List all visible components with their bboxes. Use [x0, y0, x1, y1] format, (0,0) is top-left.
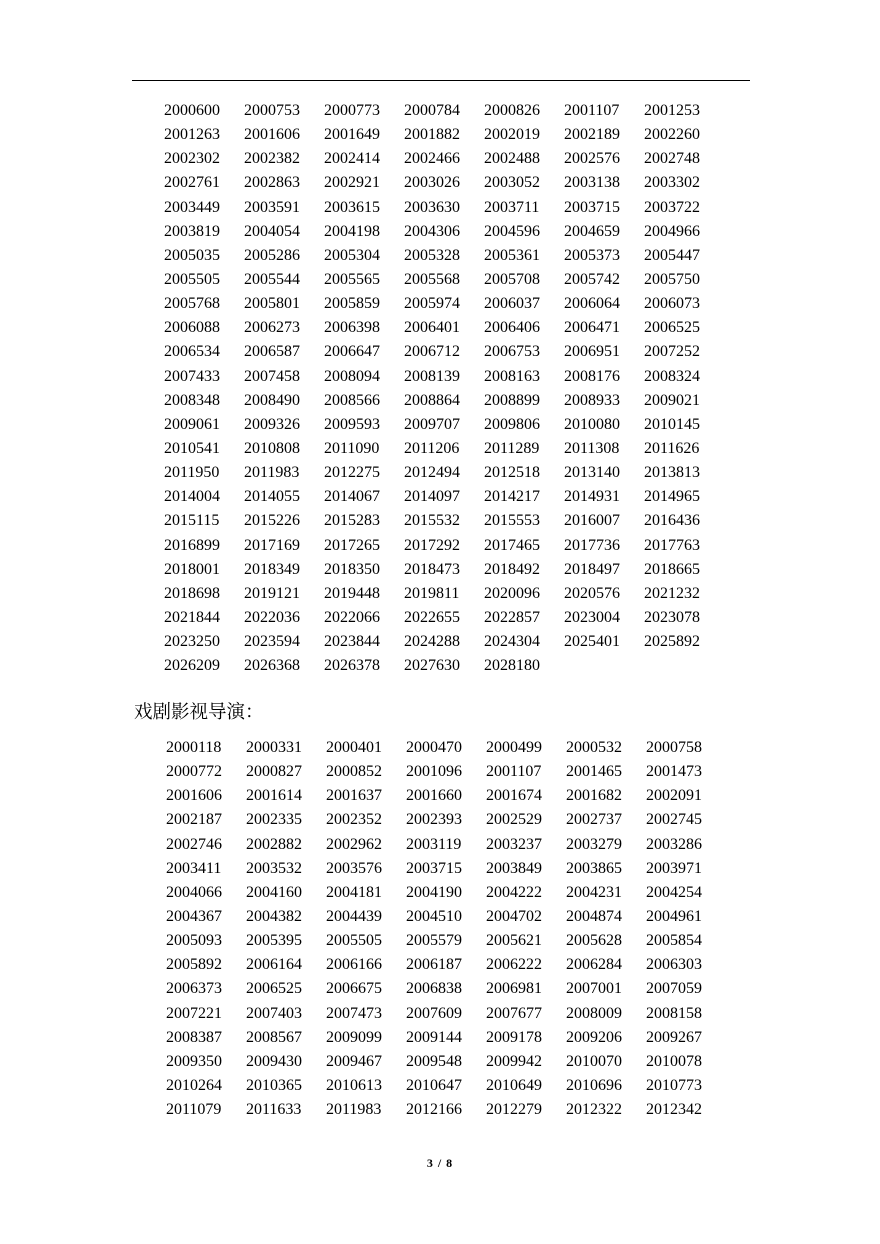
list-item: 2000827 [246, 763, 302, 781]
list-item: 2009942 [486, 1052, 542, 1070]
list-item: 2003449 [164, 198, 220, 216]
list-item: 2006222 [486, 956, 542, 974]
list-item: 2001473 [646, 763, 702, 781]
list-item: 2007433 [164, 367, 220, 385]
list-item: 2014097 [404, 488, 460, 506]
list-item: 2015553 [484, 512, 540, 530]
list-item: 2003615 [324, 198, 380, 216]
list-item: 2009099 [326, 1028, 382, 1046]
list-item: 2014055 [244, 488, 300, 506]
list-item: 2005286 [244, 246, 300, 264]
list-item: 2014217 [484, 488, 540, 506]
list-item: 2010365 [246, 1076, 302, 1094]
list-item: 2004659 [564, 222, 620, 240]
list-item: 2018492 [484, 560, 540, 578]
number-list-2 [166, 736, 726, 1122]
list-item: 2001614 [246, 787, 302, 805]
list-item: 2002382 [244, 150, 300, 168]
list-item: 2005328 [404, 246, 460, 264]
list-item: 2002302 [164, 150, 220, 168]
list-item: 2025401 [564, 633, 620, 651]
list-item: 2011950 [164, 464, 220, 482]
list-item: 2006471 [564, 319, 620, 337]
list-item: 2017265 [324, 536, 380, 554]
list-item: 2003865 [566, 859, 622, 877]
list-item: 2006073 [644, 295, 700, 313]
list-item: 2007252 [644, 343, 700, 361]
list-item: 2005579 [406, 932, 462, 950]
list-item: 2009467 [326, 1052, 382, 1070]
list-item: 2009326 [244, 415, 300, 433]
list-item: 2011626 [644, 439, 700, 457]
list-item: 2004961 [646, 907, 702, 925]
list-item: 2006647 [324, 343, 380, 361]
list-item: 2003630 [404, 198, 460, 216]
list-item: 2001606 [244, 126, 300, 144]
list-item: 2002488 [484, 150, 540, 168]
list-item: 2002748 [644, 150, 700, 168]
list-item: 2023594 [244, 633, 300, 651]
list-item: 2002393 [406, 811, 462, 829]
list-item: 2000470 [406, 739, 462, 756]
list-item: 2004231 [566, 883, 622, 901]
list-item: 2001637 [326, 787, 382, 805]
list-item: 2003715 [564, 198, 620, 216]
list-item: 2010541 [164, 439, 220, 457]
list-item: 2006675 [326, 980, 382, 998]
list-item: 2020096 [484, 584, 540, 602]
list-item: 2002737 [566, 811, 622, 829]
list-item: 2017465 [484, 536, 540, 554]
list-item: 2001263 [164, 126, 220, 144]
list-item: 2001465 [566, 763, 622, 781]
list-item: 2006373 [166, 980, 222, 998]
list-item: 2014004 [164, 488, 220, 506]
list-item: 2016007 [564, 512, 620, 530]
list-item: 2008567 [246, 1028, 302, 1046]
list-item: 2006303 [646, 956, 702, 974]
list-item: 2004054 [244, 222, 300, 240]
list-item: 2009806 [484, 415, 540, 433]
list-item: 2011079 [166, 1101, 222, 1119]
list-item: 2006401 [404, 319, 460, 337]
list-item: 2022036 [244, 608, 300, 626]
list-item: 2028180 [484, 657, 540, 675]
list-item: 2018349 [244, 560, 300, 578]
list-item: 2005974 [404, 295, 460, 313]
list-item: 2006838 [406, 980, 462, 998]
list-item: 2011308 [564, 439, 620, 457]
list-item: 2002414 [324, 150, 380, 168]
list-item: 2017736 [564, 536, 620, 554]
list-item: 2003026 [404, 174, 460, 192]
list-item: 2000401 [326, 739, 382, 756]
list-item: 2006981 [486, 980, 542, 998]
list-item: 2016899 [164, 536, 220, 554]
list-item: 2005304 [324, 246, 380, 264]
list-item: 2002019 [484, 126, 540, 144]
list-item: 2008009 [566, 1004, 622, 1022]
list-item: 2002746 [166, 835, 222, 853]
list-item: 2020576 [564, 584, 620, 602]
list-item: 2005621 [486, 932, 542, 950]
list-item: 2023004 [564, 608, 620, 626]
list-item: 2018665 [644, 560, 700, 578]
list-item: 2005750 [644, 270, 700, 288]
list-item: 2013813 [644, 464, 700, 482]
list-item: 2027630 [404, 657, 460, 675]
list-item: 2001660 [406, 787, 462, 805]
list-item: 2021844 [164, 608, 220, 626]
list-item: 2010264 [166, 1076, 222, 1094]
list-item: 2022655 [404, 608, 460, 626]
list-item: 2014931 [564, 488, 620, 506]
list-item: 2008348 [164, 391, 220, 409]
list-item: 2002921 [324, 174, 380, 192]
list-item: 2005565 [324, 270, 380, 288]
list-item: 2009350 [166, 1052, 222, 1070]
list-item: 2005373 [564, 246, 620, 264]
list-item: 2006712 [404, 343, 460, 361]
list-item: 2001882 [404, 126, 460, 144]
list-item: 2009206 [566, 1028, 622, 1046]
list-item: 2004222 [486, 883, 542, 901]
list-item: 2012494 [404, 464, 460, 482]
list-item: 2006037 [484, 295, 540, 313]
list-item: 2002863 [244, 174, 300, 192]
list-item: 2000758 [646, 739, 702, 756]
list-item: 2003971 [646, 859, 702, 877]
list-item: 2001682 [566, 787, 622, 805]
list-item: 2004066 [166, 883, 222, 901]
list-item: 2006273 [244, 319, 300, 337]
list-item: 2009178 [486, 1028, 542, 1046]
list-item: 2009267 [646, 1028, 702, 1046]
list-item: 2011983 [244, 464, 300, 482]
list-item: 2003237 [486, 835, 542, 853]
list-item: 2005708 [484, 270, 540, 288]
list-item: 2015283 [324, 512, 380, 530]
list-item: 2015226 [244, 512, 300, 530]
list-item: 2009061 [164, 415, 220, 433]
list-item: 2005859 [324, 295, 380, 313]
list-item: 2019448 [324, 584, 380, 602]
list-item: 2005395 [246, 932, 302, 950]
list-item: 2000826 [484, 102, 540, 119]
list-item: 2004596 [484, 222, 540, 240]
list-item: 2004439 [326, 907, 382, 925]
list-item: 2003302 [644, 174, 700, 192]
list-item: 2008899 [484, 391, 540, 409]
list-item: 2018473 [404, 560, 460, 578]
list-item: 2003279 [566, 835, 622, 853]
list-item: 2012322 [566, 1101, 622, 1119]
list-item: 2000852 [326, 763, 382, 781]
list-item: 2017169 [244, 536, 300, 554]
list-item: 2003532 [246, 859, 302, 877]
list-item: 2005854 [646, 932, 702, 950]
list-item: 2008163 [484, 367, 540, 385]
list-item: 2002189 [564, 126, 620, 144]
list-item: 2003819 [164, 222, 220, 240]
list-item: 2006587 [244, 343, 300, 361]
list-item: 2000772 [166, 763, 222, 781]
list-item: 2007221 [166, 1004, 222, 1022]
number-list-1 [164, 99, 724, 678]
list-item: 2017763 [644, 536, 700, 554]
list-item: 2004510 [406, 907, 462, 925]
list-item: 2000784 [404, 102, 460, 119]
list-item: 2001649 [324, 126, 380, 144]
list-item: 2004181 [326, 883, 382, 901]
section-title-drama-directing: 戏剧影视导演： [134, 703, 264, 723]
list-item: 2001107 [564, 102, 620, 119]
list-item: 2008139 [404, 367, 460, 385]
list-item: 2010808 [244, 439, 300, 457]
list-item: 2019121 [244, 584, 300, 602]
list-item: 2004874 [566, 907, 622, 925]
list-item: 2014965 [644, 488, 700, 506]
list-item: 2006284 [566, 956, 622, 974]
list-item: 2007458 [244, 367, 300, 385]
list-item: 2009707 [404, 415, 460, 433]
list-item: 2003052 [484, 174, 540, 192]
list-item: 2004198 [324, 222, 380, 240]
list-item: 2000499 [486, 739, 542, 756]
list-item: 2002962 [326, 835, 382, 853]
list-item: 2009548 [406, 1052, 462, 1070]
list-item: 2005892 [166, 956, 222, 974]
list-item: 2005505 [164, 270, 220, 288]
list-item: 2026368 [244, 657, 300, 675]
list-item: 2011633 [246, 1101, 302, 1119]
list-item: 2012275 [324, 464, 380, 482]
list-item: 2008176 [564, 367, 620, 385]
list-item: 2001107 [486, 763, 542, 781]
list-item: 2005544 [244, 270, 300, 288]
list-item: 2022066 [324, 608, 380, 626]
list-item: 2011206 [404, 439, 460, 457]
list-item: 2000600 [164, 102, 220, 119]
list-item: 2012166 [406, 1101, 462, 1119]
list-item: 2015532 [404, 512, 460, 530]
list-item: 2012279 [486, 1101, 542, 1119]
list-item: 2001606 [166, 787, 222, 805]
list-item: 2015115 [164, 512, 220, 530]
list-item: 2003286 [646, 835, 702, 853]
list-item: 2004367 [166, 907, 222, 925]
list-item: 2026209 [164, 657, 220, 675]
list-item: 2002260 [644, 126, 700, 144]
list-item: 2003576 [326, 859, 382, 877]
list-item: 2025892 [644, 633, 700, 651]
list-item: 2002745 [646, 811, 702, 829]
list-item: 2006525 [644, 319, 700, 337]
list-item: 2011983 [326, 1101, 382, 1119]
list-item: 2013140 [564, 464, 620, 482]
list-item: 2006064 [564, 295, 620, 313]
list-item: 2002187 [166, 811, 222, 829]
list-item: 2010696 [566, 1076, 622, 1094]
list-item: 2021232 [644, 584, 700, 602]
list-item: 2024304 [484, 633, 540, 651]
list-item: 2000331 [246, 739, 302, 756]
list-item: 2003591 [244, 198, 300, 216]
list-item: 2003138 [564, 174, 620, 192]
list-item: 2007677 [486, 1004, 542, 1022]
list-item: 2011289 [484, 439, 540, 457]
list-item: 2000753 [244, 102, 300, 119]
list-item: 2010647 [406, 1076, 462, 1094]
list-item: 2003411 [166, 859, 222, 877]
list-item: 2000532 [566, 739, 622, 756]
list-item: 2005447 [644, 246, 700, 264]
list-item: 2002352 [326, 811, 382, 829]
list-item: 2010145 [644, 415, 700, 433]
list-item: 2006088 [164, 319, 220, 337]
list-item: 2005568 [404, 270, 460, 288]
list-item: 2010773 [646, 1076, 702, 1094]
list-item: 2017292 [404, 536, 460, 554]
list-item: 2003849 [486, 859, 542, 877]
list-item: 2010613 [326, 1076, 382, 1094]
list-item: 2006753 [484, 343, 540, 361]
list-item: 2006187 [406, 956, 462, 974]
list-item: 2008933 [564, 391, 620, 409]
list-item: 2007059 [646, 980, 702, 998]
list-item: 2008158 [646, 1004, 702, 1022]
list-item: 2018497 [564, 560, 620, 578]
list-item: 2002091 [646, 787, 702, 805]
list-item: 2006525 [246, 980, 302, 998]
list-item: 2001096 [406, 763, 462, 781]
list-item: 2018001 [164, 560, 220, 578]
list-item: 2004306 [404, 222, 460, 240]
list-item: 2010070 [566, 1052, 622, 1070]
list-item: 2012518 [484, 464, 540, 482]
list-item: 2004702 [486, 907, 542, 925]
list-item: 2005768 [164, 295, 220, 313]
list-item: 2006164 [246, 956, 302, 974]
list-item: 2007403 [246, 1004, 302, 1022]
list-item: 2003119 [406, 835, 462, 853]
list-item: 2010080 [564, 415, 620, 433]
list-item: 2004382 [246, 907, 302, 925]
list-item: 2001674 [486, 787, 542, 805]
list-item: 2009593 [324, 415, 380, 433]
list-item: 2008387 [166, 1028, 222, 1046]
list-item: 2008566 [324, 391, 380, 409]
list-item: 2005505 [326, 932, 382, 950]
list-item: 2023250 [164, 633, 220, 651]
list-item: 2009430 [246, 1052, 302, 1070]
list-item: 2001253 [644, 102, 700, 119]
list-item: 2026378 [324, 657, 380, 675]
list-item: 2010649 [486, 1076, 542, 1094]
list-item: 2006406 [484, 319, 540, 337]
list-item: 2003715 [406, 859, 462, 877]
list-item: 2005742 [564, 270, 620, 288]
list-item: 2005093 [166, 932, 222, 950]
list-item: 2009021 [644, 391, 700, 409]
list-item: 2008094 [324, 367, 380, 385]
list-item: 2005628 [566, 932, 622, 950]
list-item: 2022857 [484, 608, 540, 626]
list-item: 2000118 [166, 739, 222, 756]
list-item: 2002882 [246, 835, 302, 853]
list-item: 2003722 [644, 198, 700, 216]
list-item: 2024288 [404, 633, 460, 651]
list-item: 2023078 [644, 608, 700, 626]
list-item: 2011090 [324, 439, 380, 457]
list-item: 2004160 [246, 883, 302, 901]
list-item: 2004190 [406, 883, 462, 901]
list-item: 2023844 [324, 633, 380, 651]
list-item: 2006534 [164, 343, 220, 361]
list-item: 2006166 [326, 956, 382, 974]
list-item: 2006398 [324, 319, 380, 337]
list-item: 2002761 [164, 174, 220, 192]
list-item: 2005801 [244, 295, 300, 313]
list-item: 2000773 [324, 102, 380, 119]
list-item: 2007609 [406, 1004, 462, 1022]
list-item: 2012342 [646, 1101, 702, 1119]
list-item: 2010078 [646, 1052, 702, 1070]
list-item: 2005361 [484, 246, 540, 264]
list-item: 2004254 [646, 883, 702, 901]
list-item: 2004966 [644, 222, 700, 240]
list-item: 2003711 [484, 198, 540, 216]
list-item: 2002335 [246, 811, 302, 829]
list-item: 2008324 [644, 367, 700, 385]
list-item: 2007001 [566, 980, 622, 998]
list-item: 2002576 [564, 150, 620, 168]
list-item: 2006951 [564, 343, 620, 361]
list-item: 2002466 [404, 150, 460, 168]
list-item: 2014067 [324, 488, 380, 506]
header-rule [132, 80, 750, 81]
list-item: 2005035 [164, 246, 220, 264]
list-item: 2008864 [404, 391, 460, 409]
list-item: 2009144 [406, 1028, 462, 1046]
list-item: 2007473 [326, 1004, 382, 1022]
list-item: 2018350 [324, 560, 380, 578]
list-item: 2018698 [164, 584, 220, 602]
list-item: 2008490 [244, 391, 300, 409]
list-item: 2016436 [644, 512, 700, 530]
page-number: 3 / 8 [426, 1156, 454, 1170]
list-item: 2002529 [486, 811, 542, 829]
list-item: 2019811 [404, 584, 460, 602]
